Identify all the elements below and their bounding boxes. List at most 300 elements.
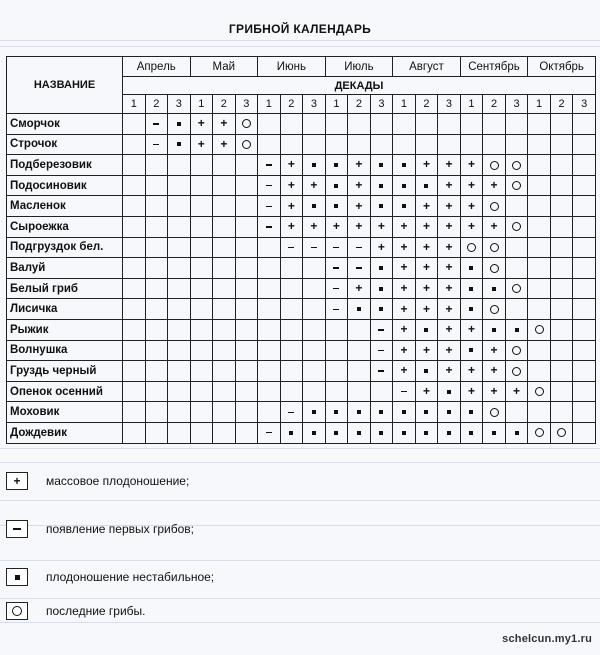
calendar-cell — [460, 216, 483, 237]
calendar-cell — [438, 319, 461, 340]
mushroom-name: Сыроежка — [7, 216, 123, 237]
plus-icon: + — [490, 178, 498, 193]
calendar-cell — [460, 381, 483, 402]
calendar-cell — [528, 299, 551, 320]
calendar-cell — [370, 134, 393, 155]
square-icon — [469, 348, 473, 352]
plus-icon: + — [445, 322, 453, 337]
calendar-cell — [235, 196, 258, 217]
calendar-cell — [325, 114, 348, 135]
calendar-cell — [235, 361, 258, 382]
square-icon — [469, 266, 473, 270]
decade-number: 3 — [505, 95, 528, 114]
calendar-cell — [280, 422, 303, 443]
circle-icon — [512, 161, 521, 170]
plus-icon: + — [400, 301, 408, 316]
mushroom-name: Опенок осенний — [7, 381, 123, 402]
calendar-cell — [325, 361, 348, 382]
mushroom-name: Волнушка — [7, 340, 123, 361]
calendar-cell — [528, 237, 551, 258]
calendar-cell — [190, 402, 213, 423]
calendar-cell — [393, 402, 416, 423]
plus-icon: + — [445, 260, 453, 275]
plus-icon: + — [467, 178, 475, 193]
calendar-cell — [483, 422, 506, 443]
calendar-cell — [438, 381, 461, 402]
name-column-header: НАЗВАНИЕ — [7, 57, 123, 114]
decades-header: ДЕКАДЫ — [123, 77, 596, 95]
calendar-cell — [348, 299, 371, 320]
calendar-cell — [505, 237, 528, 258]
plus-icon: + — [197, 136, 205, 151]
calendar-cell — [303, 155, 326, 176]
square-icon — [334, 431, 338, 435]
calendar-cell — [483, 134, 506, 155]
calendar-cell — [528, 422, 551, 443]
circle-icon — [490, 264, 499, 273]
calendar-cell — [550, 258, 573, 279]
mushroom-name: Дождевик — [7, 422, 123, 443]
square-icon — [6, 568, 28, 586]
square-icon — [357, 431, 361, 435]
calendar-cell — [483, 299, 506, 320]
calendar-cell — [393, 319, 416, 340]
decade-number: 2 — [280, 95, 303, 114]
calendar-cell — [258, 340, 281, 361]
square-icon — [402, 431, 406, 435]
calendar-cell — [460, 175, 483, 196]
calendar-cell — [280, 196, 303, 217]
calendar-cell — [415, 196, 438, 217]
calendar-cell — [168, 175, 191, 196]
calendar-cell — [438, 175, 461, 196]
square-icon — [469, 307, 473, 311]
calendar-cell — [145, 361, 168, 382]
month-october: Октябрь — [528, 57, 596, 77]
plus-icon: + — [445, 281, 453, 296]
calendar-cell — [168, 216, 191, 237]
calendar-cell — [393, 114, 416, 135]
plus-icon: + — [6, 472, 28, 490]
mushroom-name: Подосиновик — [7, 175, 123, 196]
dash-icon — [266, 164, 272, 165]
table-row — [7, 319, 596, 340]
table-row — [7, 175, 596, 196]
square-icon — [357, 410, 361, 414]
circle-icon — [490, 408, 499, 417]
circle-icon — [490, 305, 499, 314]
mushroom-name: Моховик — [7, 402, 123, 423]
calendar-cell — [393, 155, 416, 176]
plus-icon: + — [422, 260, 430, 275]
calendar-cell — [528, 361, 551, 382]
calendar-cell — [528, 196, 551, 217]
dash-icon — [6, 520, 28, 538]
calendar-cell — [370, 278, 393, 299]
calendar-cell — [460, 422, 483, 443]
dash-icon — [266, 185, 272, 186]
table-row — [7, 381, 596, 402]
square-icon — [379, 163, 383, 167]
calendar-cell — [348, 402, 371, 423]
calendar-cell — [325, 216, 348, 237]
calendar-cell — [303, 114, 326, 135]
legend-text-unstable: плодоношение нестабильное; — [46, 570, 215, 584]
calendar-cell — [123, 319, 146, 340]
square-icon — [379, 431, 383, 435]
calendar-cell — [370, 258, 393, 279]
circle-icon — [242, 140, 251, 149]
table-row — [7, 114, 596, 135]
plus-icon: + — [445, 157, 453, 172]
calendar-cell — [123, 381, 146, 402]
calendar-cell — [393, 299, 416, 320]
calendar-cell — [303, 278, 326, 299]
plus-icon: + — [467, 384, 475, 399]
plus-icon: + — [400, 281, 408, 296]
calendar-cell — [145, 134, 168, 155]
calendar-cell — [415, 114, 438, 135]
plus-icon: + — [445, 178, 453, 193]
plus-icon: + — [422, 157, 430, 172]
calendar-cell — [573, 258, 596, 279]
calendar-cell — [528, 114, 551, 135]
calendar-cell — [190, 134, 213, 155]
calendar-cell — [258, 155, 281, 176]
plus-icon: + — [445, 363, 453, 378]
calendar-cell — [573, 196, 596, 217]
square-icon — [289, 431, 293, 435]
calendar-cell — [415, 134, 438, 155]
calendar-cell — [258, 402, 281, 423]
calendar-cell — [573, 361, 596, 382]
calendar-cell — [168, 402, 191, 423]
calendar-cell — [213, 299, 236, 320]
calendar-cell — [483, 155, 506, 176]
plus-icon: + — [422, 384, 430, 399]
dash-icon — [333, 309, 339, 310]
calendar-cell — [123, 361, 146, 382]
calendar-cell — [370, 340, 393, 361]
square-icon — [492, 328, 496, 332]
calendar-cell — [258, 258, 281, 279]
calendar-cell — [550, 278, 573, 299]
calendar-cell — [280, 278, 303, 299]
calendar-cell — [168, 422, 191, 443]
square-icon — [469, 410, 473, 414]
calendar-cell — [213, 134, 236, 155]
circle-icon — [490, 161, 499, 170]
calendar-cell — [550, 237, 573, 258]
calendar-cell — [505, 278, 528, 299]
calendar-cell — [303, 340, 326, 361]
calendar-cell — [168, 278, 191, 299]
calendar-cell — [303, 402, 326, 423]
calendar-cell — [258, 237, 281, 258]
mushroom-name: Валуй — [7, 258, 123, 279]
plus-icon: + — [220, 136, 228, 151]
plus-icon: + — [490, 219, 498, 234]
calendar-cell — [438, 258, 461, 279]
plus-icon: + — [445, 219, 453, 234]
mushroom-name: Груздь черный — [7, 361, 123, 382]
plus-icon: + — [355, 198, 363, 213]
square-icon — [469, 287, 473, 291]
calendar-cell — [370, 361, 393, 382]
calendar-cell — [505, 134, 528, 155]
plus-icon: + — [400, 342, 408, 357]
calendar-cell — [213, 278, 236, 299]
calendar-cell — [213, 422, 236, 443]
calendar-cell — [168, 155, 191, 176]
calendar-cell — [460, 402, 483, 423]
calendar-cell — [505, 361, 528, 382]
circle-icon — [512, 181, 521, 190]
calendar-cell — [415, 422, 438, 443]
square-icon — [177, 142, 181, 146]
square-icon — [424, 184, 428, 188]
mushroom-name: Подберезовик — [7, 155, 123, 176]
calendar-cell — [280, 175, 303, 196]
calendar-cell — [415, 299, 438, 320]
calendar-cell — [348, 155, 371, 176]
calendar-cell — [280, 155, 303, 176]
plus-icon: + — [287, 178, 295, 193]
calendar-cell — [190, 381, 213, 402]
calendar-cell — [325, 340, 348, 361]
decade-number: 2 — [348, 95, 371, 114]
calendar-cell — [123, 175, 146, 196]
calendar-cell — [348, 361, 371, 382]
plus-icon: + — [422, 198, 430, 213]
calendar-cell — [190, 340, 213, 361]
calendar-cell — [258, 196, 281, 217]
calendar-cell — [505, 258, 528, 279]
calendar-cell — [213, 381, 236, 402]
calendar-cell — [415, 319, 438, 340]
calendar-cell — [258, 422, 281, 443]
calendar-cell — [235, 114, 258, 135]
calendar-cell — [190, 237, 213, 258]
calendar-cell — [235, 237, 258, 258]
table-row — [7, 361, 596, 382]
square-icon — [379, 287, 383, 291]
calendar-cell — [213, 402, 236, 423]
calendar-cell — [145, 196, 168, 217]
calendar-cell — [415, 258, 438, 279]
square-icon — [424, 410, 428, 414]
plus-icon: + — [513, 384, 521, 399]
plus-icon: + — [467, 363, 475, 378]
calendar-cell — [325, 237, 348, 258]
legend-item-first — [6, 518, 194, 540]
calendar-cell — [235, 278, 258, 299]
calendar-cell — [145, 402, 168, 423]
calendar-cell — [190, 278, 213, 299]
calendar-cell — [325, 402, 348, 423]
calendar-cell — [280, 361, 303, 382]
calendar-cell — [483, 216, 506, 237]
dash-icon — [378, 329, 384, 330]
calendar-cell — [325, 258, 348, 279]
calendar-cell — [573, 319, 596, 340]
calendar-cell — [303, 422, 326, 443]
square-icon — [379, 204, 383, 208]
table-row — [7, 299, 596, 320]
plus-icon: + — [467, 157, 475, 172]
calendar-cell — [573, 340, 596, 361]
plus-icon: + — [422, 301, 430, 316]
month-june: Июнь — [258, 57, 326, 77]
calendar-cell — [573, 114, 596, 135]
plus-icon: + — [490, 363, 498, 378]
calendar-cell — [123, 114, 146, 135]
decade-number: 3 — [235, 95, 258, 114]
calendar-cell — [168, 196, 191, 217]
mushroom-name: Подгруздок бел. — [7, 237, 123, 258]
calendar-cell — [213, 196, 236, 217]
circle-icon — [512, 367, 521, 376]
circle-icon — [512, 222, 521, 231]
calendar-cell — [370, 299, 393, 320]
calendar-cell — [168, 319, 191, 340]
calendar-cell — [460, 155, 483, 176]
plus-icon: + — [400, 219, 408, 234]
decade-number: 2 — [145, 95, 168, 114]
calendar-cell — [528, 278, 551, 299]
calendar-cell — [438, 299, 461, 320]
calendar-cell — [550, 155, 573, 176]
plus-icon: + — [422, 239, 430, 254]
calendar-cell — [460, 237, 483, 258]
calendar-cell — [190, 299, 213, 320]
calendar-cell — [393, 422, 416, 443]
calendar-cell — [393, 175, 416, 196]
calendar-cell — [303, 175, 326, 196]
calendar-cell — [415, 402, 438, 423]
calendar-cell — [123, 299, 146, 320]
calendar-cell — [415, 216, 438, 237]
square-icon — [424, 369, 428, 373]
circle-icon — [512, 346, 521, 355]
decade-number: 1 — [325, 95, 348, 114]
calendar-cell — [213, 319, 236, 340]
dash-icon — [333, 288, 339, 289]
calendar-cell — [370, 402, 393, 423]
plus-icon: + — [467, 198, 475, 213]
calendar-cell — [370, 422, 393, 443]
plus-icon: + — [422, 219, 430, 234]
calendar-cell — [438, 422, 461, 443]
calendar-cell — [393, 237, 416, 258]
calendar-cell — [145, 340, 168, 361]
calendar-cell — [348, 258, 371, 279]
calendar-cell — [348, 381, 371, 402]
table-row — [7, 196, 596, 217]
plus-icon: + — [490, 342, 498, 357]
calendar-cell — [123, 134, 146, 155]
calendar-cell — [505, 216, 528, 237]
table-row — [7, 155, 596, 176]
legend-item-last — [6, 600, 146, 622]
plus-icon: + — [355, 219, 363, 234]
plus-icon: + — [445, 239, 453, 254]
plus-icon: + — [355, 157, 363, 172]
calendar-cell — [190, 258, 213, 279]
calendar-cell — [325, 196, 348, 217]
square-icon — [515, 431, 519, 435]
decade-number: 1 — [460, 95, 483, 114]
calendar-cell — [348, 319, 371, 340]
calendar-cell — [528, 216, 551, 237]
circle-icon — [490, 202, 499, 211]
dash-icon — [401, 391, 407, 392]
decade-number: 1 — [123, 95, 146, 114]
calendar-cell — [370, 175, 393, 196]
calendar-cell — [438, 278, 461, 299]
square-icon — [447, 431, 451, 435]
calendar-cell — [528, 134, 551, 155]
calendar-cell — [235, 340, 258, 361]
calendar-cell — [213, 155, 236, 176]
calendar-cell — [235, 175, 258, 196]
dash-icon — [333, 267, 339, 268]
square-icon — [402, 184, 406, 188]
table-row — [7, 402, 596, 423]
calendar-cell — [460, 361, 483, 382]
calendar-cell — [303, 216, 326, 237]
calendar-cell — [483, 237, 506, 258]
circle-icon — [535, 325, 544, 334]
calendar-cell — [303, 196, 326, 217]
calendar-cell — [325, 155, 348, 176]
calendar-cell — [505, 422, 528, 443]
dash-icon — [356, 247, 362, 248]
calendar-cell — [528, 258, 551, 279]
calendar-cell — [325, 278, 348, 299]
calendar-cell — [393, 258, 416, 279]
plus-icon: + — [355, 178, 363, 193]
calendar-cell — [483, 361, 506, 382]
calendar-cell — [528, 175, 551, 196]
calendar-cell — [168, 237, 191, 258]
plus-icon: + — [197, 116, 205, 131]
table-row — [7, 340, 596, 361]
calendar-cell — [123, 258, 146, 279]
month-may: Май — [190, 57, 258, 77]
calendar-cell — [505, 340, 528, 361]
calendar-cell — [213, 340, 236, 361]
calendar-cell — [325, 175, 348, 196]
calendar-cell — [528, 402, 551, 423]
dash-icon — [311, 247, 317, 248]
dash-icon — [266, 206, 272, 207]
decade-number: 3 — [370, 95, 393, 114]
calendar-cell — [460, 196, 483, 217]
calendar-cell — [235, 299, 258, 320]
plus-icon: + — [310, 178, 318, 193]
calendar-cell — [168, 299, 191, 320]
calendar-cell — [483, 196, 506, 217]
calendar-cell — [303, 237, 326, 258]
calendar-cell — [325, 299, 348, 320]
calendar-cell — [123, 216, 146, 237]
calendar-cell — [505, 319, 528, 340]
mushroom-name: Масленок — [7, 196, 123, 217]
table-row — [7, 258, 596, 279]
calendar-cell — [168, 340, 191, 361]
calendar-cell — [505, 175, 528, 196]
